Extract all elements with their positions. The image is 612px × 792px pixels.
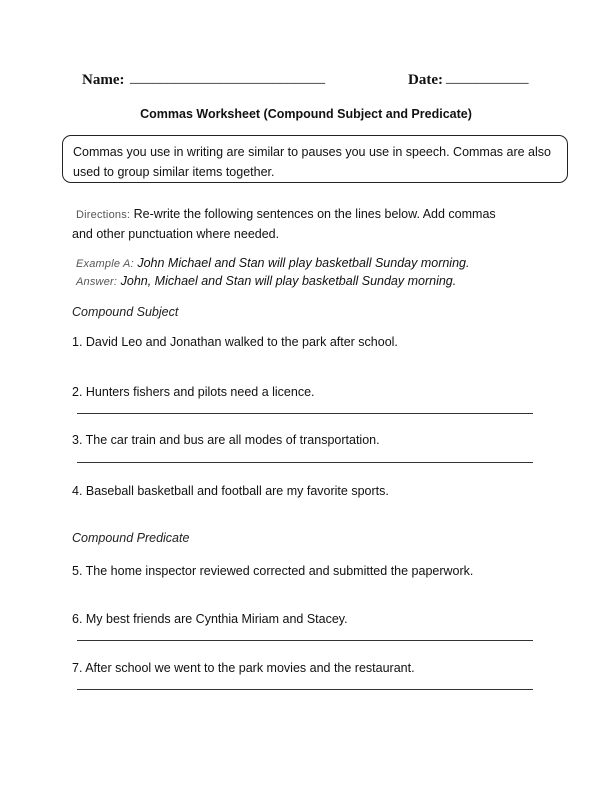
section-compound-subject: Compound Subject: [72, 305, 179, 319]
directions-label: Directions:: [76, 209, 131, 221]
name-field[interactable]: __________________________: [130, 70, 325, 86]
question-6: 6. My best friends are Cynthia Miriam and Stacey.: [72, 612, 348, 626]
answer-line: [76, 274, 456, 288]
example-text: John Michael and Stan will play basketball Sunday morning.: [137, 256, 470, 270]
date-field[interactable]: ___________: [446, 70, 529, 86]
answer-line-7[interactable]: [77, 689, 533, 690]
intro-box: Commas you use in writing are similar to pauses you use in speech. Commas are also used to group similar items together.: [62, 135, 568, 183]
example-line: [76, 256, 469, 270]
example-label: Example A:: [76, 258, 134, 270]
directions-text-1: Re-write the following sentences on the lines below. Add commas: [133, 207, 496, 221]
question-7: 7. After school we went to the park movies and the restaurant.: [72, 661, 415, 675]
answer-line-6[interactable]: [77, 640, 533, 641]
question-2: 2. Hunters fishers and pilots need a licence.: [72, 385, 315, 399]
worksheet-title: Commas Worksheet (Compound Subject and Predicate): [140, 107, 472, 121]
name-label: Name:: [82, 72, 125, 88]
question-5: 5. The home inspector reviewed corrected and submitted the paperwork.: [72, 564, 474, 578]
date-label: Date:: [408, 72, 443, 88]
answer-text: John, Michael and Stan will play basketball Sunday morning.: [120, 274, 457, 288]
question-3: 3. The car train and bus are all modes of transportation.: [72, 433, 380, 447]
answer-label: Answer:: [76, 276, 118, 288]
question-1: 1. David Leo and Jonathan walked to the park after school.: [72, 335, 398, 349]
directions-line-1: [76, 205, 496, 225]
answer-line-3[interactable]: [77, 462, 533, 463]
section-compound-predicate: Compound Predicate: [72, 531, 190, 545]
directions-text-2: and other punctuation where needed.: [72, 227, 280, 241]
question-4: 4. Baseball basketball and football are my favorite sports.: [72, 484, 389, 498]
answer-line-2[interactable]: [77, 413, 533, 414]
